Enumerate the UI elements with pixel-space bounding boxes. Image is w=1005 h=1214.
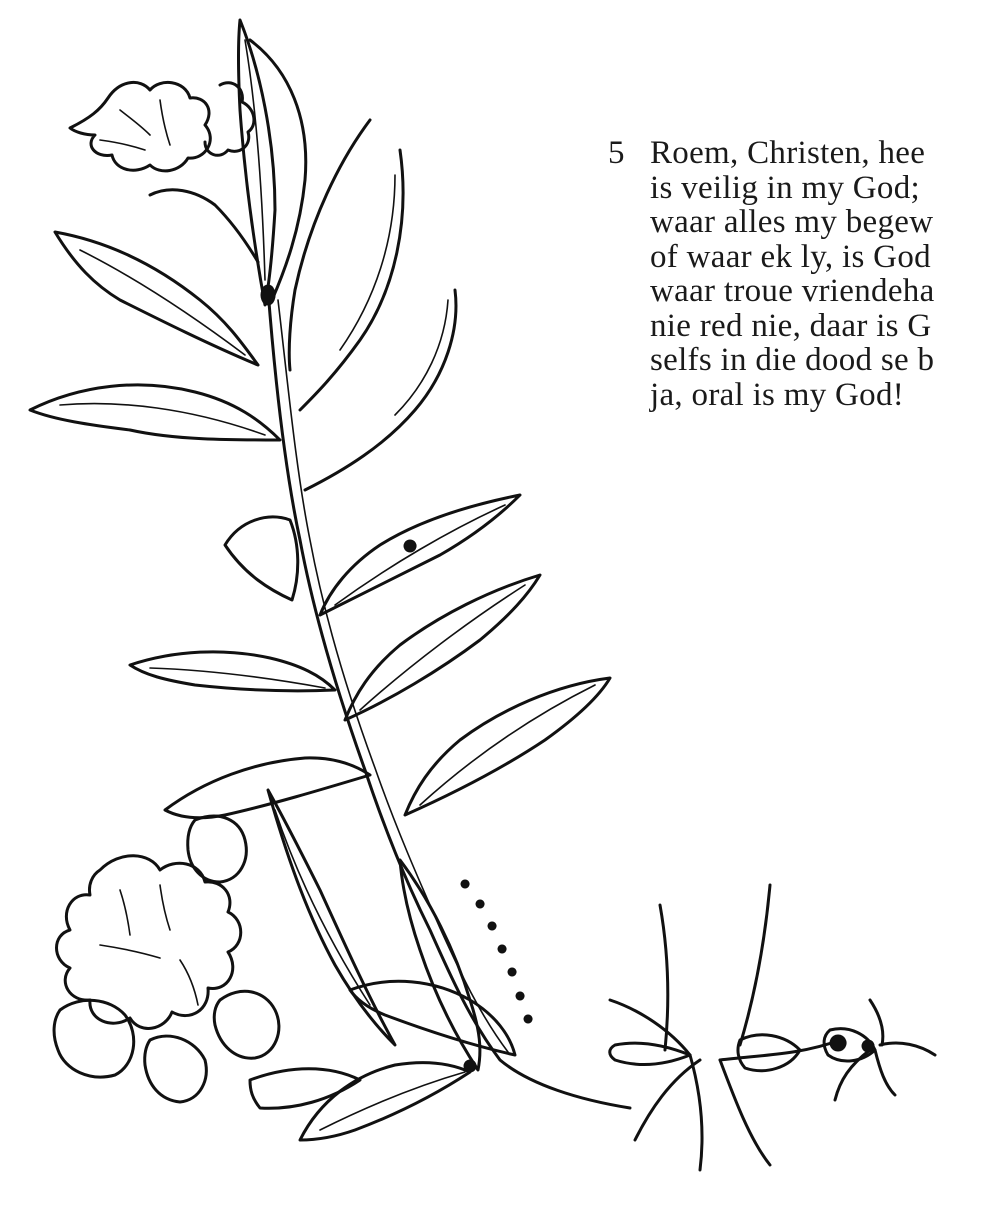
verse-line: of waar ek ly, is God [650,238,931,275]
verse-line: is veilig in my God; [650,169,920,206]
verse-line: Roem, Christen, hee [650,135,926,171]
verse-line: waar troue vriendeha [650,273,935,309]
verse-lines [650,136,1005,412]
verse-line: ja, oral is my God! [650,376,905,413]
verse-line: selfs in die dood se b [650,342,935,378]
verse-line: waar alles my begew [650,204,934,240]
hymn-verse [608,136,1005,412]
verse-number: 5 [608,135,625,171]
verse-line: nie red nie, daar is G [650,307,932,344]
